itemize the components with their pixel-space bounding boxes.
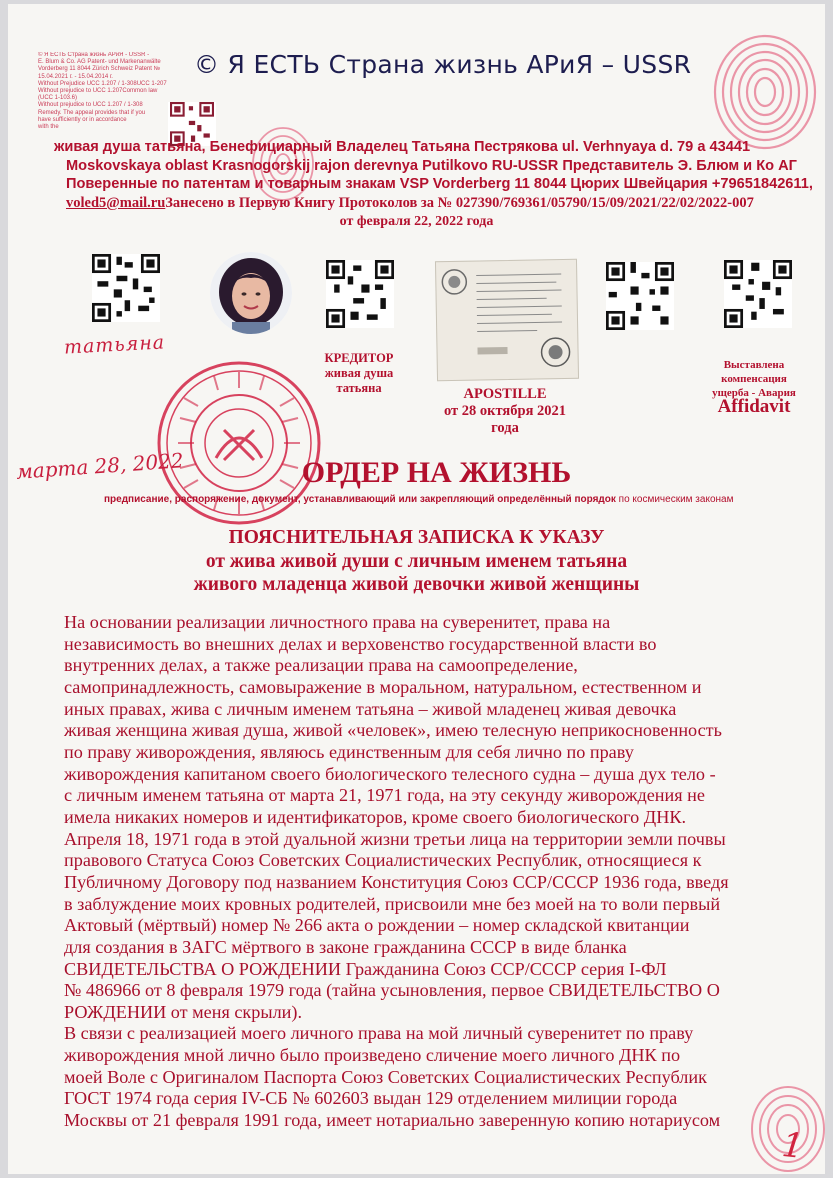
qr-code <box>326 260 394 328</box>
page-number: 1 <box>779 1124 806 1168</box>
body-line: № 486966 от 8 февраля 1979 года (тайна усыновления, первое СВИДЕТЕЛЬСТВО О <box>64 980 720 1001</box>
body-line: самопринадлежность, самовыражение в моральном, натуральном, естественном и <box>64 676 702 697</box>
body-line: живая женщина живая душа, живой «человек», имею телесную неприкосновенность <box>64 720 722 741</box>
caption-line: КРЕДИТОР <box>324 351 394 365</box>
body-line: для создания в ЗАГС мёртвого в законе гражданина СССР в виде бланка <box>64 936 627 957</box>
corner-stamp-line: Vorderberg 11 8044 Zürich Schweiz Patent № <box>38 66 161 73</box>
body-line: Москвы от 21 февраля 1991 года, имеет нотариально заверенную копию нотариусом <box>64 1110 721 1131</box>
applicant-line: Поверенные по патентам и товарным знакам VSP Vorderberg 11 8044 Цюрих Швейцария +79651842611, <box>66 176 813 192</box>
compensation-caption <box>704 358 804 417</box>
body-line: правового Статуса Союз Советских Социалистических Республик, относящиеся к <box>64 850 702 871</box>
body-line: В связи с реализацией моего личного права на мой личный суверенитет по праву <box>64 1023 694 1044</box>
explanatory-heading-line: от жива живой души с личным именем татьяна <box>205 550 628 572</box>
caption-line: от 28 октября 2021 <box>443 403 567 419</box>
body-line: иных правах, жива с личным именем татьяна – живой младенец живая девочка <box>64 698 677 719</box>
corner-stamp-line: Without prejudice to UCC 1.207Common law <box>38 88 158 95</box>
apostille-caption <box>420 386 590 437</box>
corner-stamp-line: with the <box>38 124 59 131</box>
protocol-reference: Занесено в Первую Книгу Протоколов за № 027390/769361/05790/15/09/2021/22/02/2022-007 <box>165 194 754 211</box>
body-line: ГОСТ 1974 года серия IV-СБ № 602603 выдан 129 отделением милиции города <box>64 1088 678 1109</box>
apostille-document-image <box>435 259 579 381</box>
body-line: На основании реализации личностного права на суверенитет, права на <box>64 612 611 632</box>
caption-line: APOSTILLE <box>463 386 547 402</box>
caption-line: татьяна <box>336 381 382 395</box>
caption-line: года <box>491 420 519 436</box>
order-subtitle <box>104 494 824 505</box>
affidavit-label: Affidavit <box>717 396 791 417</box>
body-line: живорождения мной лично было произведено сличение моего личного ДНК по <box>64 1045 681 1066</box>
corner-stamp-line: Remedy. The appeal provides that if you <box>38 109 146 116</box>
caption-line: живая душа <box>324 366 394 380</box>
body-line: внутренних делах, а также реализации права на самоопределение, <box>64 655 578 676</box>
order-subtitle-main: предписание, распоряжение, документ, устанавливающий или закрепляющий определённый порядок <box>104 494 616 505</box>
qr-code <box>606 262 674 330</box>
qr-code <box>724 260 792 328</box>
body-text <box>64 612 825 1132</box>
corner-stamp-line: Е. Blum & Co. AG Patent- und Markenanwälte <box>38 59 161 66</box>
body-line: Публичному Договору под названием Конституция Союз ССР/СССР 1936 года, введя <box>64 871 729 892</box>
email-link[interactable]: voled5@mail.ru <box>66 194 166 211</box>
caption-line: ущерба - Авария <box>712 387 796 399</box>
body-line: имела никаких номеров и идентификаторов, кроме своего биологического ДНК. <box>64 806 687 827</box>
body-line: по праву живорождения, являюсь единственным для себя лично по праву <box>64 741 634 762</box>
corner-stamp-line: 15.04.2021 г. - 15.04.2014 г. <box>38 73 113 80</box>
creditor-photo <box>210 252 292 334</box>
corner-stamp-line: (UCC 1-103.6) <box>38 95 78 102</box>
caption-line: Выставлена <box>723 359 785 371</box>
applicant-info <box>54 138 824 212</box>
qr-code <box>92 254 160 322</box>
corner-stamp-line: © Я ЕСТЬ Страна жизнь АРиЯ - USSR - <box>38 52 150 58</box>
order-subtitle-suffix: по космическим законам <box>615 494 734 505</box>
document-date: от февраля 22, 2022 года <box>339 214 494 229</box>
handwritten-signature: татьяна <box>63 331 166 359</box>
explanatory-heading <box>8 526 825 597</box>
applicant-line: живая душа татьяна, Бенефициарный Владелец Татьяна Пестрякова ul. Verhnyaya d. 79 a 43441 <box>54 139 751 155</box>
applicant-line: Moskovskaya oblast Krasnogorskij rajon derevnya Putilkovo RU-USSR Представитель Э. Блюм и Ко АГ <box>66 157 797 174</box>
body-line: моей Воле с Оригиналом Паспорта Союз Советских Социалистических Республик <box>64 1066 707 1087</box>
body-line: РОЖДЕНИИ от меня скрыли). <box>64 1001 302 1022</box>
body-line: с личным именем татьяна от марта 21, 1971 года, на эту секунду живорождения не <box>64 785 705 806</box>
body-line: Актовый (мёртвый) номер № 266 акта о рождении – номер складской квитанции <box>64 915 690 936</box>
caption-line: компенсация <box>721 373 787 385</box>
body-line: СВИДЕТЕЛЬСТВА О РОЖДЕНИИ Гражданина Союз ССР/СССР серия I-ФЛ <box>64 958 667 979</box>
corner-stamp-line: Without Prejudice UCC 1.207 / 1-308UCC 1-207 <box>38 80 167 87</box>
explanatory-heading-line: живого младенца живой девочки живой женщины <box>193 574 640 595</box>
corner-stamp-line: Without prejudice to UCC 1.207 / 1-308 <box>38 102 143 109</box>
body-line: живорождения капитаном своего биологического телесного судна – душа дух тело - <box>64 763 716 784</box>
document-page <box>8 4 825 1174</box>
handwritten-date: марта 28, 2022 <box>15 448 185 484</box>
header-title: © Я ЕСТЬ Страна жизнь АРиЯ – USSR <box>194 50 692 79</box>
order-title: ОРДЕР НА ЖИЗНЬ <box>301 456 572 489</box>
body-line: независимость во внешних делах и верховенство государственной власти во <box>64 633 657 654</box>
body-line: в заблуждение моих кровных родителей, присвоили мне без моей на то воли первый <box>64 893 721 914</box>
explanatory-heading-line: ПОЯСНИТЕЛЬНАЯ ЗАПИСКА К УКАЗУ <box>228 527 605 548</box>
fingerprint-top-right <box>710 32 820 152</box>
body-line: Апреля 18, 1971 года в этой дуальной жизни третьи лица на территории земли почвы <box>64 828 726 849</box>
corner-stamp-line: have sufficiently or in accordance <box>38 116 127 123</box>
applicant-line <box>54 194 824 213</box>
